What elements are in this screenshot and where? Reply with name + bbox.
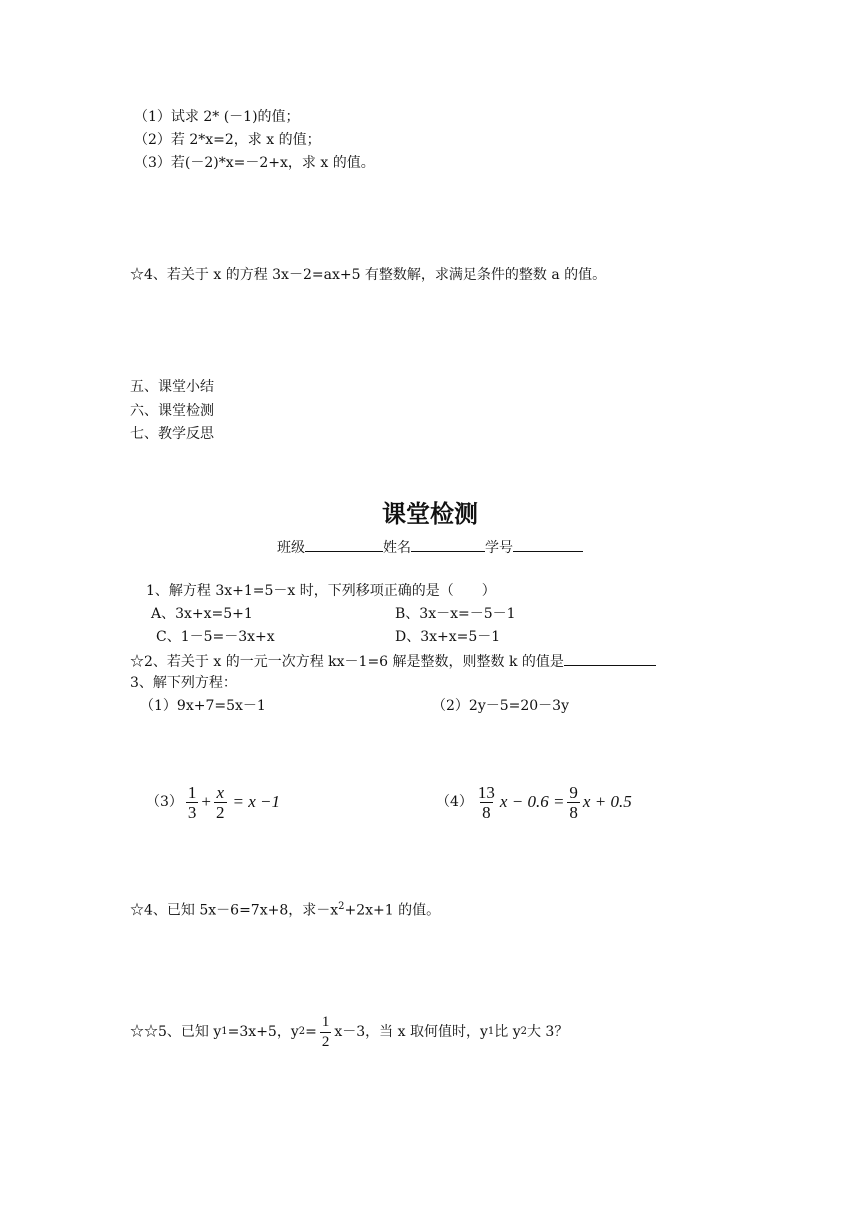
section-test: 六、课堂检测 [130,403,214,419]
denominator: 8 [569,802,578,822]
numerator: 9 [569,782,578,802]
subscript: 1 [487,1026,495,1037]
test-question-3: 3、解下列方程： [130,675,237,691]
option-a: A、3x+x=5+1 [151,606,253,622]
denominator: 8 [482,802,491,822]
q4-text-1: ☆4、已知 5x－6=7x+8，求－x [130,902,339,919]
answer-blank[interactable] [564,651,656,666]
test-question-1: 1、解方程 3x+1=5－x 时，下列移项正确的是（ ） [146,583,496,599]
fraction-x-half [214,783,227,822]
equation-4-middle: x − 0.6 = [499,792,565,811]
denominator: 3 [187,802,197,822]
numerator: 1 [321,1013,330,1030]
section-summary: 五、课堂小结 [130,379,214,395]
name-label: 姓名 [383,540,411,556]
equation-4-rhs: x + 0.5 [582,792,632,811]
q5-text-5: 比 y [494,1024,521,1040]
q5-text-4: x－3，当 x 取何值时，y [334,1024,488,1040]
id-label: 学号 [485,540,513,556]
question-1: （1）试求 2* (－1)的值； [134,109,300,125]
test-question-2 [130,651,656,671]
equation-4-label: （4） [436,794,473,810]
question-2: （2）若 2*x=2，求 x 的值； [134,132,321,148]
q5-text-6: 大 3？ [526,1024,569,1040]
subscript: 1 [221,1026,228,1037]
equation-3 [146,782,280,822]
equation-4 [436,782,632,822]
question-3: （3）若(－2)*x=－2+x，求 x 的值。 [134,155,375,171]
exponent: 2 [338,901,345,912]
numerator: 1 [187,782,197,802]
subscript: 2 [298,1026,306,1037]
test-title: 课堂检测 [382,500,478,528]
name-blank[interactable] [411,537,485,552]
q4-text-2: +2x+1 的值。 [344,902,441,919]
class-blank[interactable] [305,537,383,552]
option-d: D、3x+x=5－1 [395,629,501,645]
equation-2: （2）2y－5=20－3y [432,698,569,714]
equation-3-label: （3） [146,794,183,810]
numerator: x [216,782,225,802]
fraction-9-8 [567,783,580,822]
option-c: C、1－5=－3x+x [156,629,275,645]
fraction-one-half [320,1013,332,1052]
denominator: 2 [321,1033,330,1050]
q5-text-1: ☆☆5、已知 y [130,1024,222,1040]
option-b: B、3x－x=－5－1 [395,606,516,622]
test-question-2-text: ☆2、若关于 x 的一元一次方程 kx－1=6 解是整数，则整数 k 的值是 [130,654,564,670]
q5-text-3: = [305,1024,317,1040]
class-label: 班级 [277,540,305,556]
test-question-4 [130,898,440,920]
fraction-13-8 [476,783,497,822]
id-blank[interactable] [513,537,583,552]
student-info [0,537,860,557]
equation-1: （1）9x+7=5x－1 [140,698,266,714]
plus-sign: + [201,792,212,811]
subscript: 2 [520,1026,527,1037]
numerator: 13 [477,782,495,802]
fraction-one-third [186,783,199,822]
test-question-5 [130,1012,568,1052]
denominator: 2 [216,802,225,822]
section-reflection: 七、教学反思 [130,426,214,442]
equation-3-rhs: = x −1 [232,792,281,811]
q5-text-2: =3x+5，y [227,1024,299,1040]
question-4: ☆4、若关于 x 的方程 3x－2=ax+5 有整数解，求满足条件的整数 a 的值。 [130,267,607,283]
